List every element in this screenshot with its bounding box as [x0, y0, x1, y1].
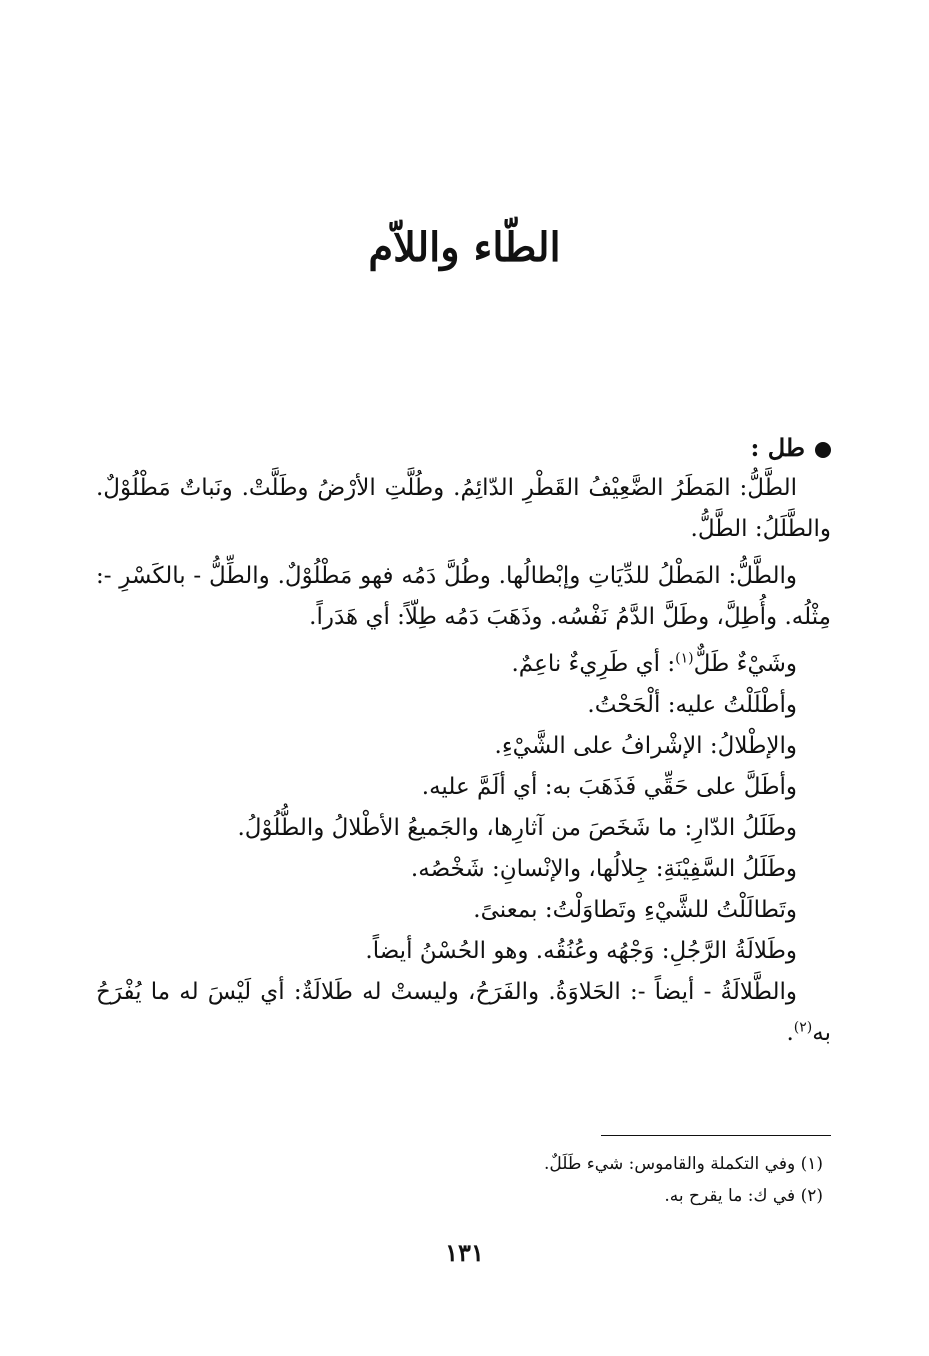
footnote: (٢) في ك: ما يقرح به.: [664, 1186, 823, 1206]
footnote-mark: (٢): [793, 1019, 813, 1036]
definition-text: والطَّلالَةُ - أيضاً -: الحَلاوَةُ. والفَرَحُ، وليستْ له طَلالَةٌ: أي لَيْسَ له ما يُفْرَحُ به: [96, 979, 831, 1046]
footnote-divider: [601, 1135, 831, 1136]
definition-paragraph: والطَّلُّ: المَطْلُ للدِّيَاتِ وإبْطالُها. وطُلَّ دَمُه فهو مَطْلُوْلٌ. والطِّلُّ - بالكَسْرِ -: مِثْلُه. وأُطِلَّ، وطَلَّ الدَّمُ نَفْسُه. وذَهَبَ دَمُه طِلّاً: أي هَدَراً.: [96, 563, 831, 630]
definition-text: وشَيْءٌ طَلٌّ: [693, 651, 797, 677]
definition-paragraph: [96, 972, 831, 1054]
definition-text: .: [786, 1020, 794, 1046]
footnote: (١) وفي التكملة والقاموس: شيء طَلَلٌ.: [543, 1154, 823, 1174]
page-number: ١٣١: [445, 1238, 484, 1267]
footnotes: [103, 1148, 823, 1212]
entry-headword: [96, 428, 831, 468]
definition-line: والإطْلالُ: الإشْرافُ على الشَّيْءِ.: [494, 733, 797, 759]
definition-line: [96, 644, 831, 685]
definition-line: وتَطالَلْتُ للشَّيْءِ وتَطاوَلْتُ: بمعنىً.: [473, 897, 797, 923]
definition-line: وأطْلَلْتُ عليه: ألْحَحْتُ.: [587, 692, 797, 718]
entry-tal: [96, 428, 831, 1054]
bullet-icon: [815, 442, 831, 458]
definition-text: : أي طَرِيءٌ ناعِمٌ.: [511, 651, 676, 677]
footnote-mark: (١): [675, 650, 694, 667]
definition-line: وطَلَلُ السَّفِيْنَةِ: جِلالُها، والإنْسانِ: شَخْصُه.: [410, 856, 797, 882]
definition-line: وطَلالَةُ الرَّجُلِ: وَجْهُه وعُنُقُه. وهو الحُسْنُ أيضاً.: [365, 938, 797, 964]
definition-paragraph: الطَّلُّ: المَطَرُ الضَّعِيْفُ القَطْرِ الدّائِمُ. وطُلَّتِ الأرْضُ وطَلَّتْ. ونَباتٌ مَطْلُوْلٌ. والطَّلَلُ: الطَّلُّ.: [96, 475, 831, 542]
definition-line: وطَلَلُ الدّارِ: ما شَخَصَ من آثارِها، والجَميعُ الأطْلالُ والطُّلُوْلُ.: [237, 815, 797, 841]
headword-text: طل :: [750, 433, 805, 462]
definition-line: وأطَلَّ على حَقِّي فَذَهَبَ به: أي ألَمَّ عليه.: [421, 774, 797, 800]
chapter-title: الطّاء واللاّم: [368, 224, 561, 271]
